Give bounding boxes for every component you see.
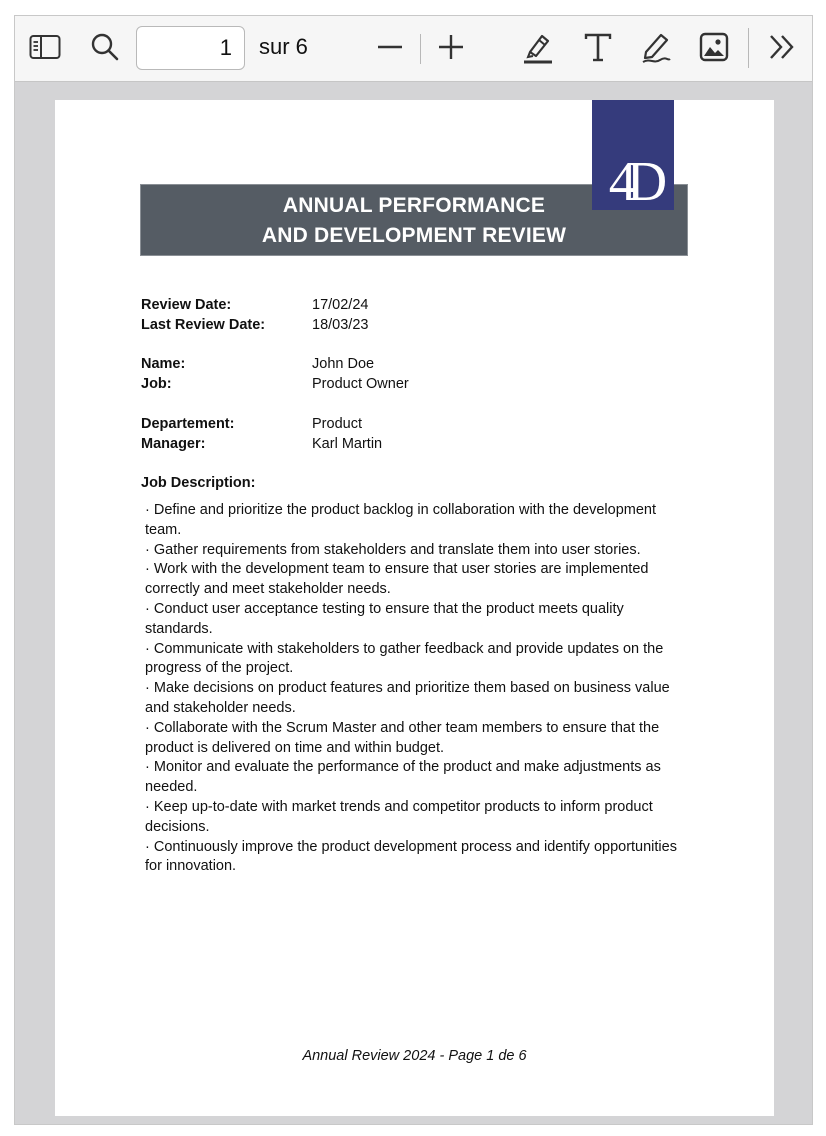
- svg-text:4D: 4D: [608, 151, 658, 210]
- pdf-viewer: [14, 15, 813, 1125]
- toolbar-divider: [748, 28, 749, 68]
- field-label: Manager:: [141, 436, 206, 452]
- page-number-input[interactable]: [136, 26, 245, 70]
- image-icon[interactable]: [697, 30, 731, 64]
- field-label: Job:: [141, 376, 172, 392]
- draw-icon[interactable]: [639, 30, 673, 64]
- title-line-1: ANNUAL PERFORMANCE: [282, 194, 546, 217]
- list-item: · Communicate with stakeholders to gather feedback and provide updates on the progress of the project.: [145, 640, 690, 680]
- list-item: · Continuously improve the product development process and identify opportunities for innovation.: [145, 838, 690, 878]
- field-value: 18/03/23: [312, 317, 369, 333]
- page-total: sur 6: [259, 34, 308, 59]
- more-icon[interactable]: [765, 30, 799, 64]
- page-footer: Annual Review 2024 - Page 1 de 6: [302, 1048, 527, 1064]
- list-item: · Keep up-to-date with market trends and competitor products to inform product decisions.: [145, 798, 690, 838]
- list-item: · Gather requirements from stakeholders and translate them into user stories.: [145, 541, 690, 561]
- field-value: Product: [312, 416, 362, 432]
- field-value: 17/02/24: [312, 297, 369, 313]
- list-item: · Make decisions on product features and prioritize them based on business value and stakeholder needs.: [145, 679, 690, 719]
- field-label: Name:: [141, 356, 186, 372]
- toolbar-divider: [420, 34, 421, 64]
- list-item: · Define and prioritize the product backlog in collaboration with the development team.: [145, 501, 690, 541]
- field-value: Karl Martin: [312, 436, 383, 452]
- list-item: · Conduct user acceptance testing to ensure that the product meets quality standards.: [145, 600, 690, 640]
- toolbar: [15, 16, 812, 82]
- zoom-in-icon[interactable]: [434, 30, 468, 64]
- zoom-out-icon[interactable]: [373, 30, 407, 64]
- list-item: · Work with the development team to ensure that user stories are implemented correctly and meet stakeholder needs.: [145, 560, 690, 600]
- field-value: John Doe: [312, 356, 375, 372]
- list-item: · Collaborate with the Scrum Master and other team members to ensure that the product is delivered on time and within budget.: [145, 719, 690, 759]
- job-description-list: [145, 501, 690, 877]
- field-value: Product Owner: [312, 376, 409, 392]
- field-label: Departement:: [141, 416, 235, 432]
- highlight-icon[interactable]: [521, 30, 555, 64]
- title-line-2: AND DEVELOPMENT REVIEW: [261, 224, 567, 247]
- text-tool-icon[interactable]: [581, 30, 615, 64]
- sidebar-icon[interactable]: [28, 30, 62, 64]
- field-label: Last Review Date:: [141, 317, 266, 333]
- list-item: · Monitor and evaluate the performance of the product and make adjustments as needed.: [145, 758, 690, 798]
- field-label: Review Date:: [141, 297, 232, 313]
- logo: [592, 100, 674, 210]
- job-description-title: Job Description:: [141, 475, 256, 491]
- document-page: [55, 100, 774, 1116]
- search-icon[interactable]: [88, 30, 122, 64]
